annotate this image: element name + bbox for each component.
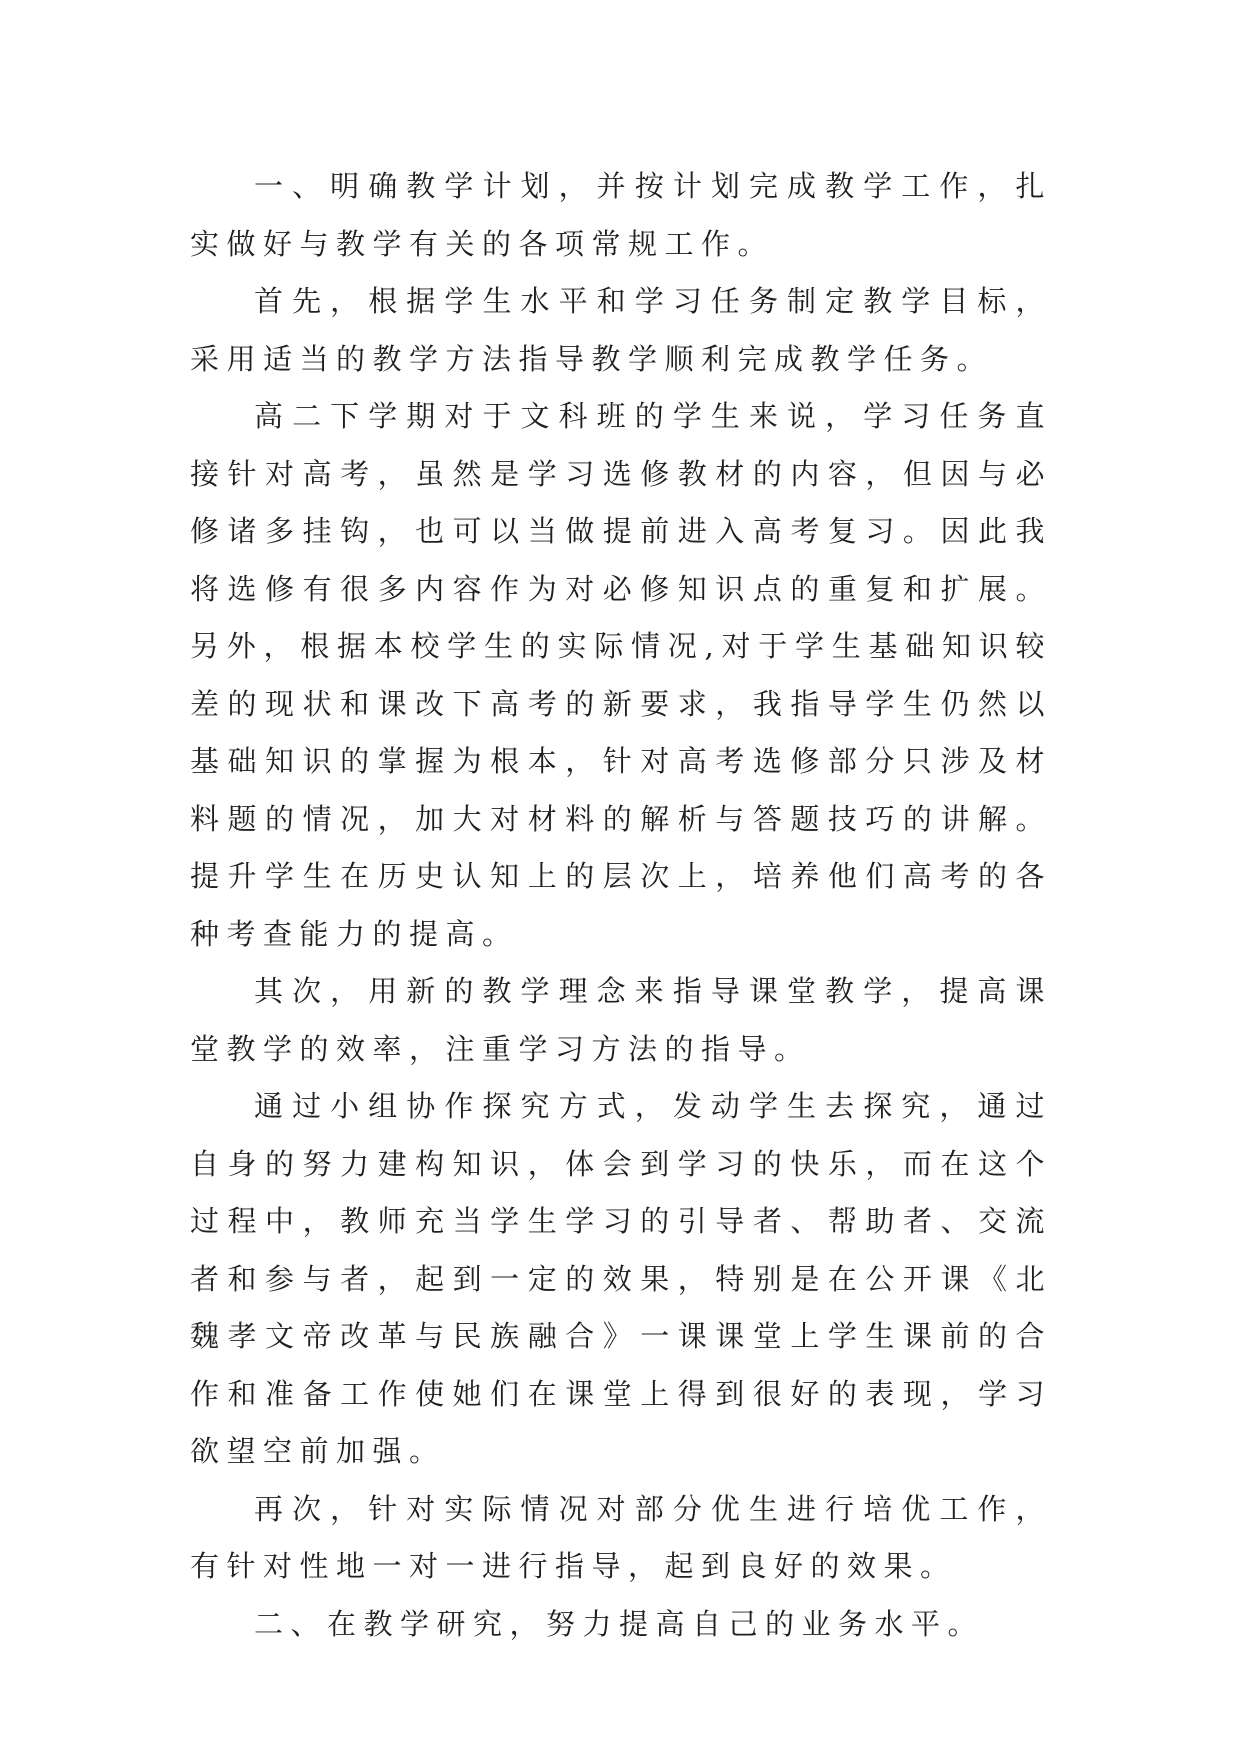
paragraph-first-point: 首先，根据学生水平和学习任务制定教学目标，采用适当的教学方法指导教学顺利完成教学任务。 [190,284,1052,376]
paragraph-group-inquiry: 通过小组协作探究方式，发动学生去探究，通过自身的努力建构知识，体会到学习的快乐，而在这个过程中，教师充当学生学习的引导者、帮助者、交流者和参与者，起到一定的效果，特别是在公开课《北魏孝文帝改革与民族融合》一课课堂上学生课前的合作和准备工作使她们在课堂上得到很好的表现，学习欲望空前加强。 [190,1089,1052,1468]
document-body [190,158,1052,1653]
paragraph-third-point: 再次，针对实际情况对部分优生进行培优工作，有针对性地一对一进行指导，起到良好的效果。 [190,1491,1052,1583]
paragraph-second-point: 其次，用新的教学理念来指导课堂教学，提高课堂教学的效率，注重学习方法的指导。 [190,974,1052,1066]
paragraph-senior-two-semester: 高二下学期对于文科班的学生来说，学习任务直接针对高考，虽然是学习选修教材的内容，但因与必修诸多挂钩，也可以当做提前进入高考复习。因此我将选修有很多内容作为对必修知识点的重复和扩展。另外，根据本校学生的实际情况,对于学生基础知识较差的现状和课改下高考的新要求，我指导学生仍然以基础知识的掌握为根本，针对高考选修部分只涉及材料题的情况，加大对材料的解析与答题技巧的讲解。提升学生在历史认知上的层次上，培养他们高考的各种考查能力的提高。 [190,399,1052,951]
paragraph-section-two-heading: 二、在教学研究，努力提高自己的业务水平。 [254,1606,985,1641]
paragraph-section-one-heading: 一、明确教学计划，并按计划完成教学工作，扎实做好与教学有关的各项常规工作。 [190,169,1052,261]
